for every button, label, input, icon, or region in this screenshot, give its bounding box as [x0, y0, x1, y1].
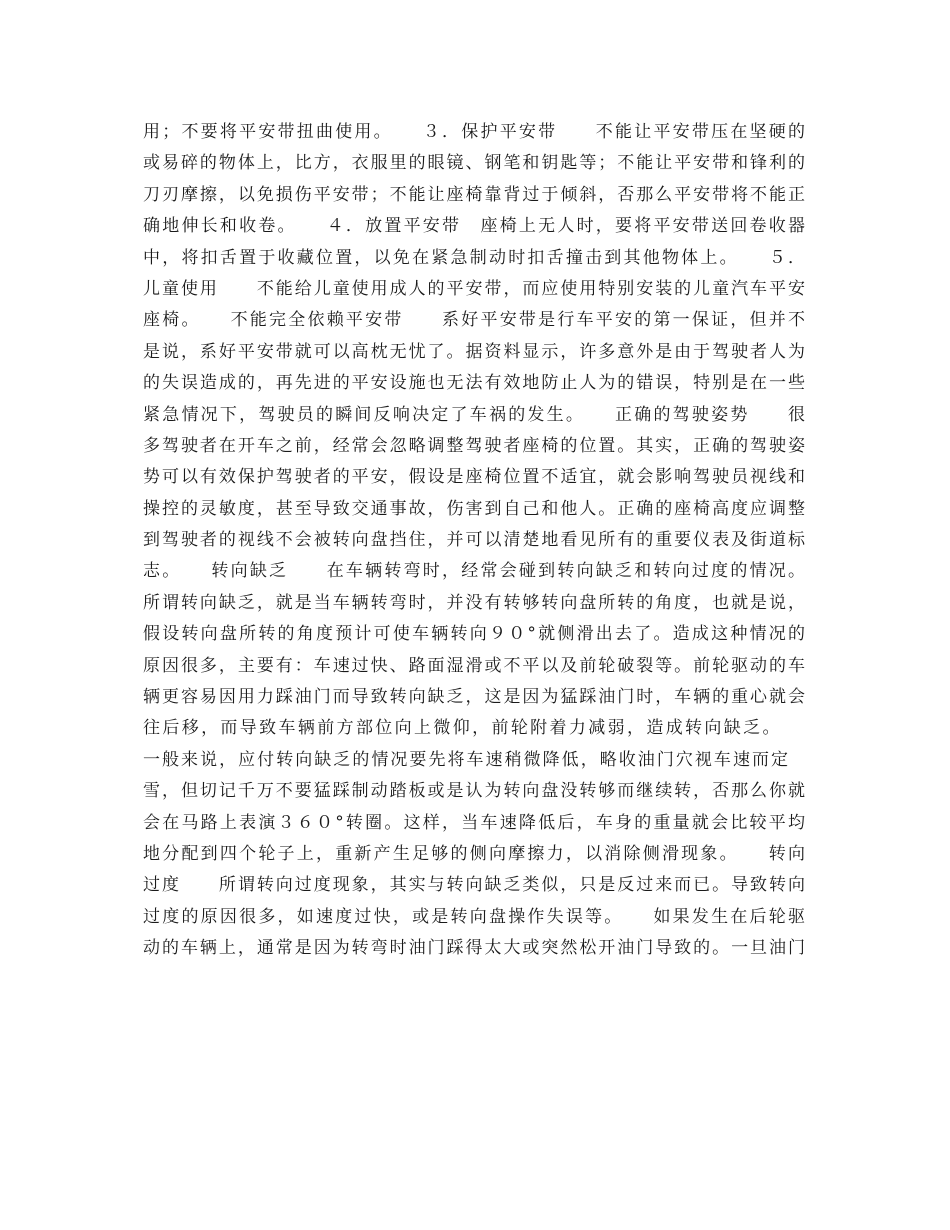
text-line: 确地伸长和收卷。 ４．放置平安带 座椅上无人时，要将平安带送回卷收器 — [143, 216, 805, 237]
text-line: 紧急情况下，驾驶员的瞬间反响决定了车祸的发生。 正确的驾驶姿势 很 — [143, 404, 805, 425]
text-line: 或易碎的物体上，比方，衣服里的眼镜、钢笔和钥匙等；不能让平安带和锋利的 — [143, 153, 805, 174]
text-line: 的失误造成的，再先进的平安设施也无法有效地防止人为的错误，特别是在一些 — [143, 373, 805, 394]
text-line: 动的车辆上，通常是因为转弯时油门踩得太大或突然松开油门导致的。一旦油门 — [143, 938, 805, 959]
text-line: 辆更容易因用力踩油门而导致转向缺乏，这是因为猛踩油门时，车辆的重心就会 — [143, 687, 805, 708]
text-line: 刀刃摩擦，以免损伤平安带；不能让座椅靠背过于倾斜，否那么平安带将不能正 — [143, 184, 805, 205]
text-line: 一般来说，应付转向缺乏的情况要先将车速稍微降低，略收油门穴视车速而定 — [143, 749, 805, 770]
text-line: 志。 转向缺乏 在车辆转弯时，经常会碰到转向缺乏和转向过度的情况。 — [143, 561, 805, 582]
text-line: 势可以有效保护驾驶者的平安，假设是座椅位置不适宜，就会影响驾驶员视线和 — [143, 467, 805, 488]
text-line: 用；不要将平安带扭曲使用。 ３．保护平安带 不能让平安带压在坚硬的 — [143, 122, 805, 142]
text-line: 过度 所谓转向过度现象，其实与转向缺乏类似，只是反过来而已。导致转向 — [143, 875, 805, 896]
text-line: 雪，但切记千万不要猛踩制动踏板或是认为转向盘没转够而继续转，否那么你就 — [143, 781, 805, 802]
text-line: 会在马路上表演３６０°转圈。这样，当车速降低后，车身的重量就会比较平均 — [143, 812, 805, 833]
text-line: 地分配到四个轮子上，重新产生足够的侧向摩擦力，以消除侧滑现象。 转向 — [143, 843, 805, 864]
text-line: 过度的原因很多，如速度过快，或是转向盘操作失误等。 如果发生在后轮驱 — [143, 906, 805, 927]
text-line: 原因很多，主要有：车速过快、路面湿滑或不平以及前轮破裂等。前轮驱动的车 — [143, 655, 805, 676]
text-line: 往后移，而导致车辆前方部位向上微仰，前轮附着力减弱，造成转向缺乏。 — [143, 718, 805, 739]
text-line: 到驾驶者的视线不会被转向盘挡住，并可以清楚地看见所有的重要仪表及街道标 — [143, 530, 805, 551]
text-line: 所谓转向缺乏，就是当车辆转弯时，并没有转够转向盘所转的角度，也就是说， — [143, 592, 805, 613]
text-line: 座椅。 不能完全依赖平安带 系好平安带是行车平安的第一保证，但并不 — [143, 310, 805, 331]
text-line: 是说，系好平安带就可以高枕无忧了。据资料显示，许多意外是由于驾驶者人为 — [143, 341, 805, 362]
document-body — [143, 117, 805, 965]
text-line: 假设转向盘所转的角度预计可使车辆转向９０°就侧滑出去了。造成这种情况的 — [143, 624, 805, 645]
text-line: 中，将扣舌置于收藏位置，以免在紧急制动时扣舌撞击到其他物体上。 ５． — [143, 247, 805, 268]
text-line: 多驾驶者在开车之前，经常会忽略调整驾驶者座椅的位置。其实，正确的驾驶姿 — [143, 435, 805, 456]
text-line: 儿童使用 不能给儿童使用成人的平安带，而应使用特别安装的儿童汽车平安 — [143, 278, 805, 299]
text-line: 操控的灵敏度，甚至导致交通事故，伤害到自己和他人。正确的座椅高度应调整 — [143, 498, 805, 519]
